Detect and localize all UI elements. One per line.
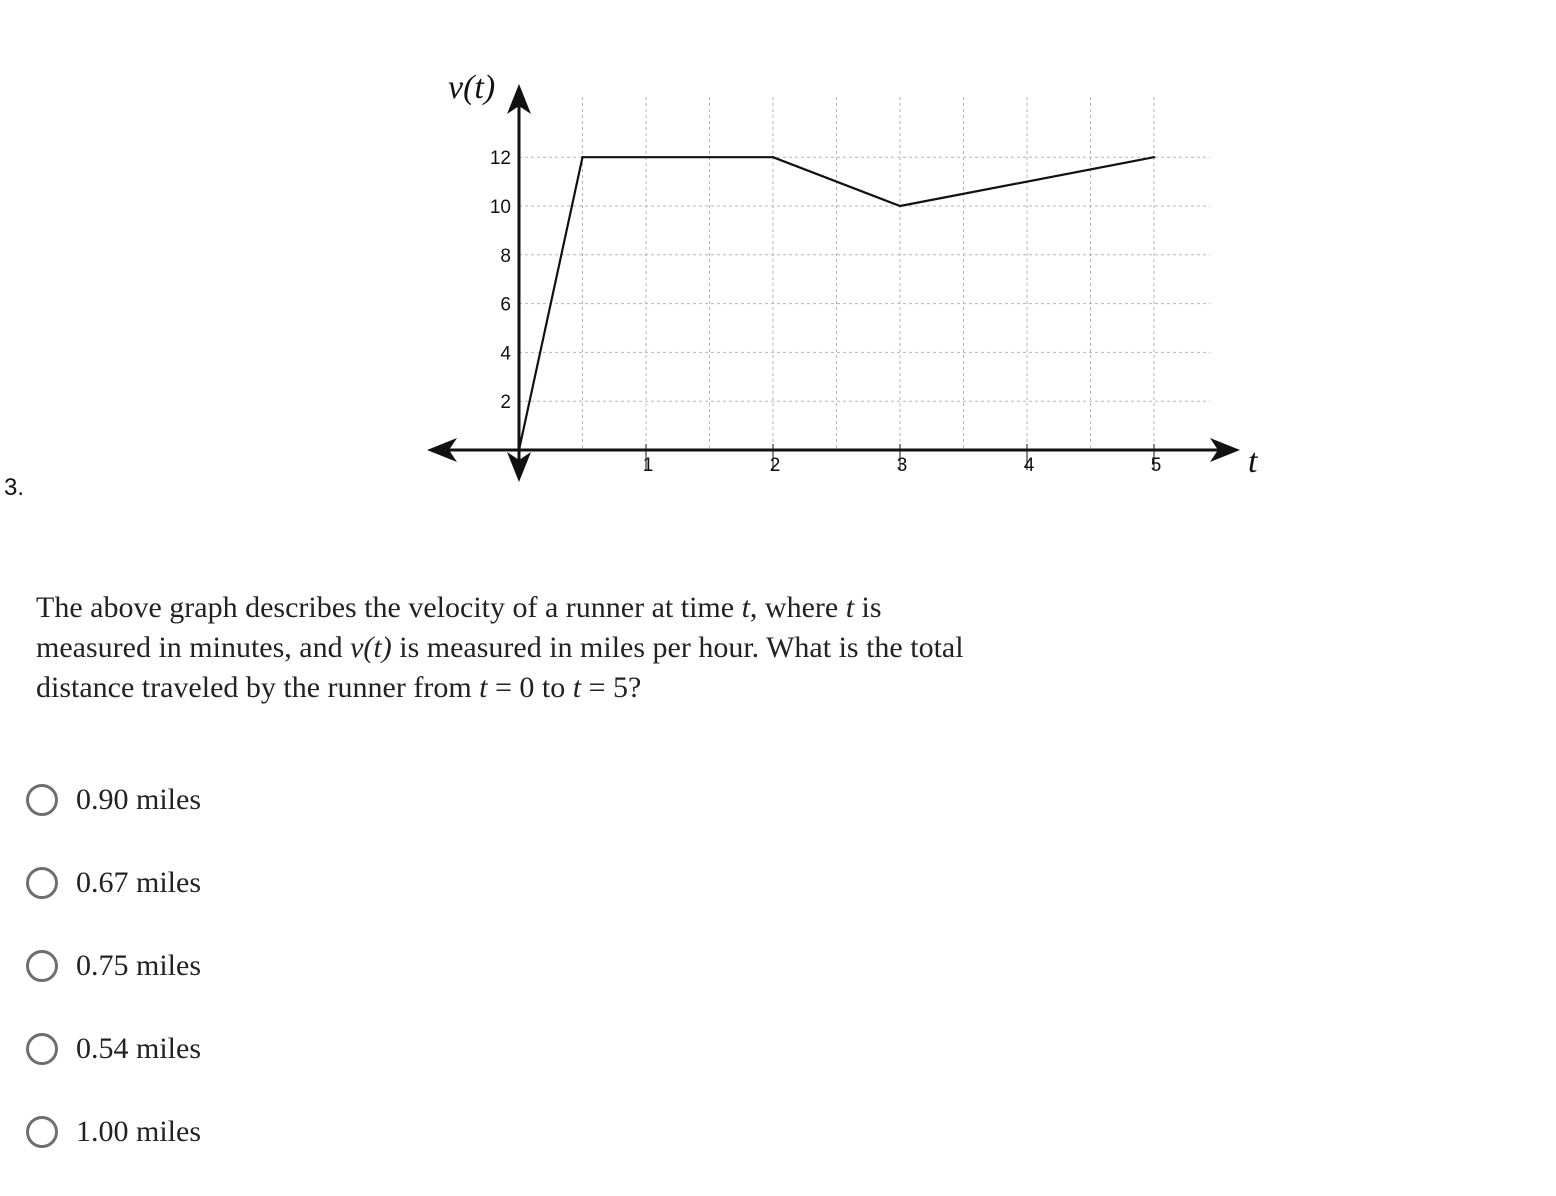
velocity-data-point: [518, 449, 520, 451]
choice-label: 0.75 miles: [76, 949, 201, 982]
velocity-data-point: [899, 205, 901, 207]
question-text-part: is measured in miles per hour. What is the total distance traveled by the runner from: [36, 631, 964, 704]
radio-button[interactable]: [26, 784, 58, 816]
choice-label: 0.67 miles: [76, 866, 201, 899]
x-tick-label: 4: [1023, 455, 1035, 476]
choice-option[interactable]: [26, 1027, 201, 1071]
choice-label: 0.90 miles: [76, 783, 201, 816]
y-axis-label: v(t): [448, 69, 496, 106]
choice-label: 0.54 miles: [76, 1032, 201, 1065]
choice-label: 1.00 miles: [76, 1115, 201, 1148]
radio-button[interactable]: [26, 950, 58, 982]
question-text-part: = 5?: [581, 671, 642, 704]
y-tick-label: 12: [489, 148, 511, 170]
velocity-data-point: [1153, 156, 1155, 158]
x-tick-label: 3: [896, 455, 908, 476]
y-tick-label: 2: [500, 392, 511, 414]
choice-option[interactable]: [26, 778, 201, 822]
choice-option[interactable]: [26, 1110, 201, 1154]
question-text-part: The above graph describes the velocity of a runner at time: [36, 591, 742, 624]
choice-option[interactable]: [26, 944, 201, 988]
y-tick-label: 6: [500, 294, 511, 316]
x-tick-label: 1: [642, 455, 654, 476]
var-t: t: [741, 591, 750, 624]
question-number: 3.: [4, 474, 25, 501]
velocity-data-point: [772, 156, 774, 158]
y-tick-label: 10: [489, 197, 511, 218]
answer-choices: [26, 778, 201, 1193]
question-text-part: , where: [749, 591, 846, 624]
x-axis-label: t: [1248, 443, 1258, 480]
var-t: t: [845, 591, 855, 624]
radio-button[interactable]: [26, 867, 58, 899]
y-tick-label: 8: [500, 245, 511, 267]
question-text-part: is measured in minutes, and: [36, 591, 882, 664]
choice-option[interactable]: [26, 861, 201, 905]
x-tick-label: 5: [1150, 455, 1162, 476]
y-tick-label: 4: [500, 343, 511, 365]
x-tick-label: 2: [769, 455, 781, 476]
var-vt: v(t): [350, 631, 392, 664]
question-text-part: = 0 to: [487, 671, 573, 704]
radio-button[interactable]: [26, 1116, 58, 1148]
velocity-data-point: [581, 156, 583, 158]
var-t: t: [479, 671, 488, 704]
radio-button[interactable]: [26, 1033, 58, 1065]
question-text: [36, 588, 976, 708]
velocity-graph: [0, 0, 1300, 500]
var-t: t: [572, 671, 582, 704]
